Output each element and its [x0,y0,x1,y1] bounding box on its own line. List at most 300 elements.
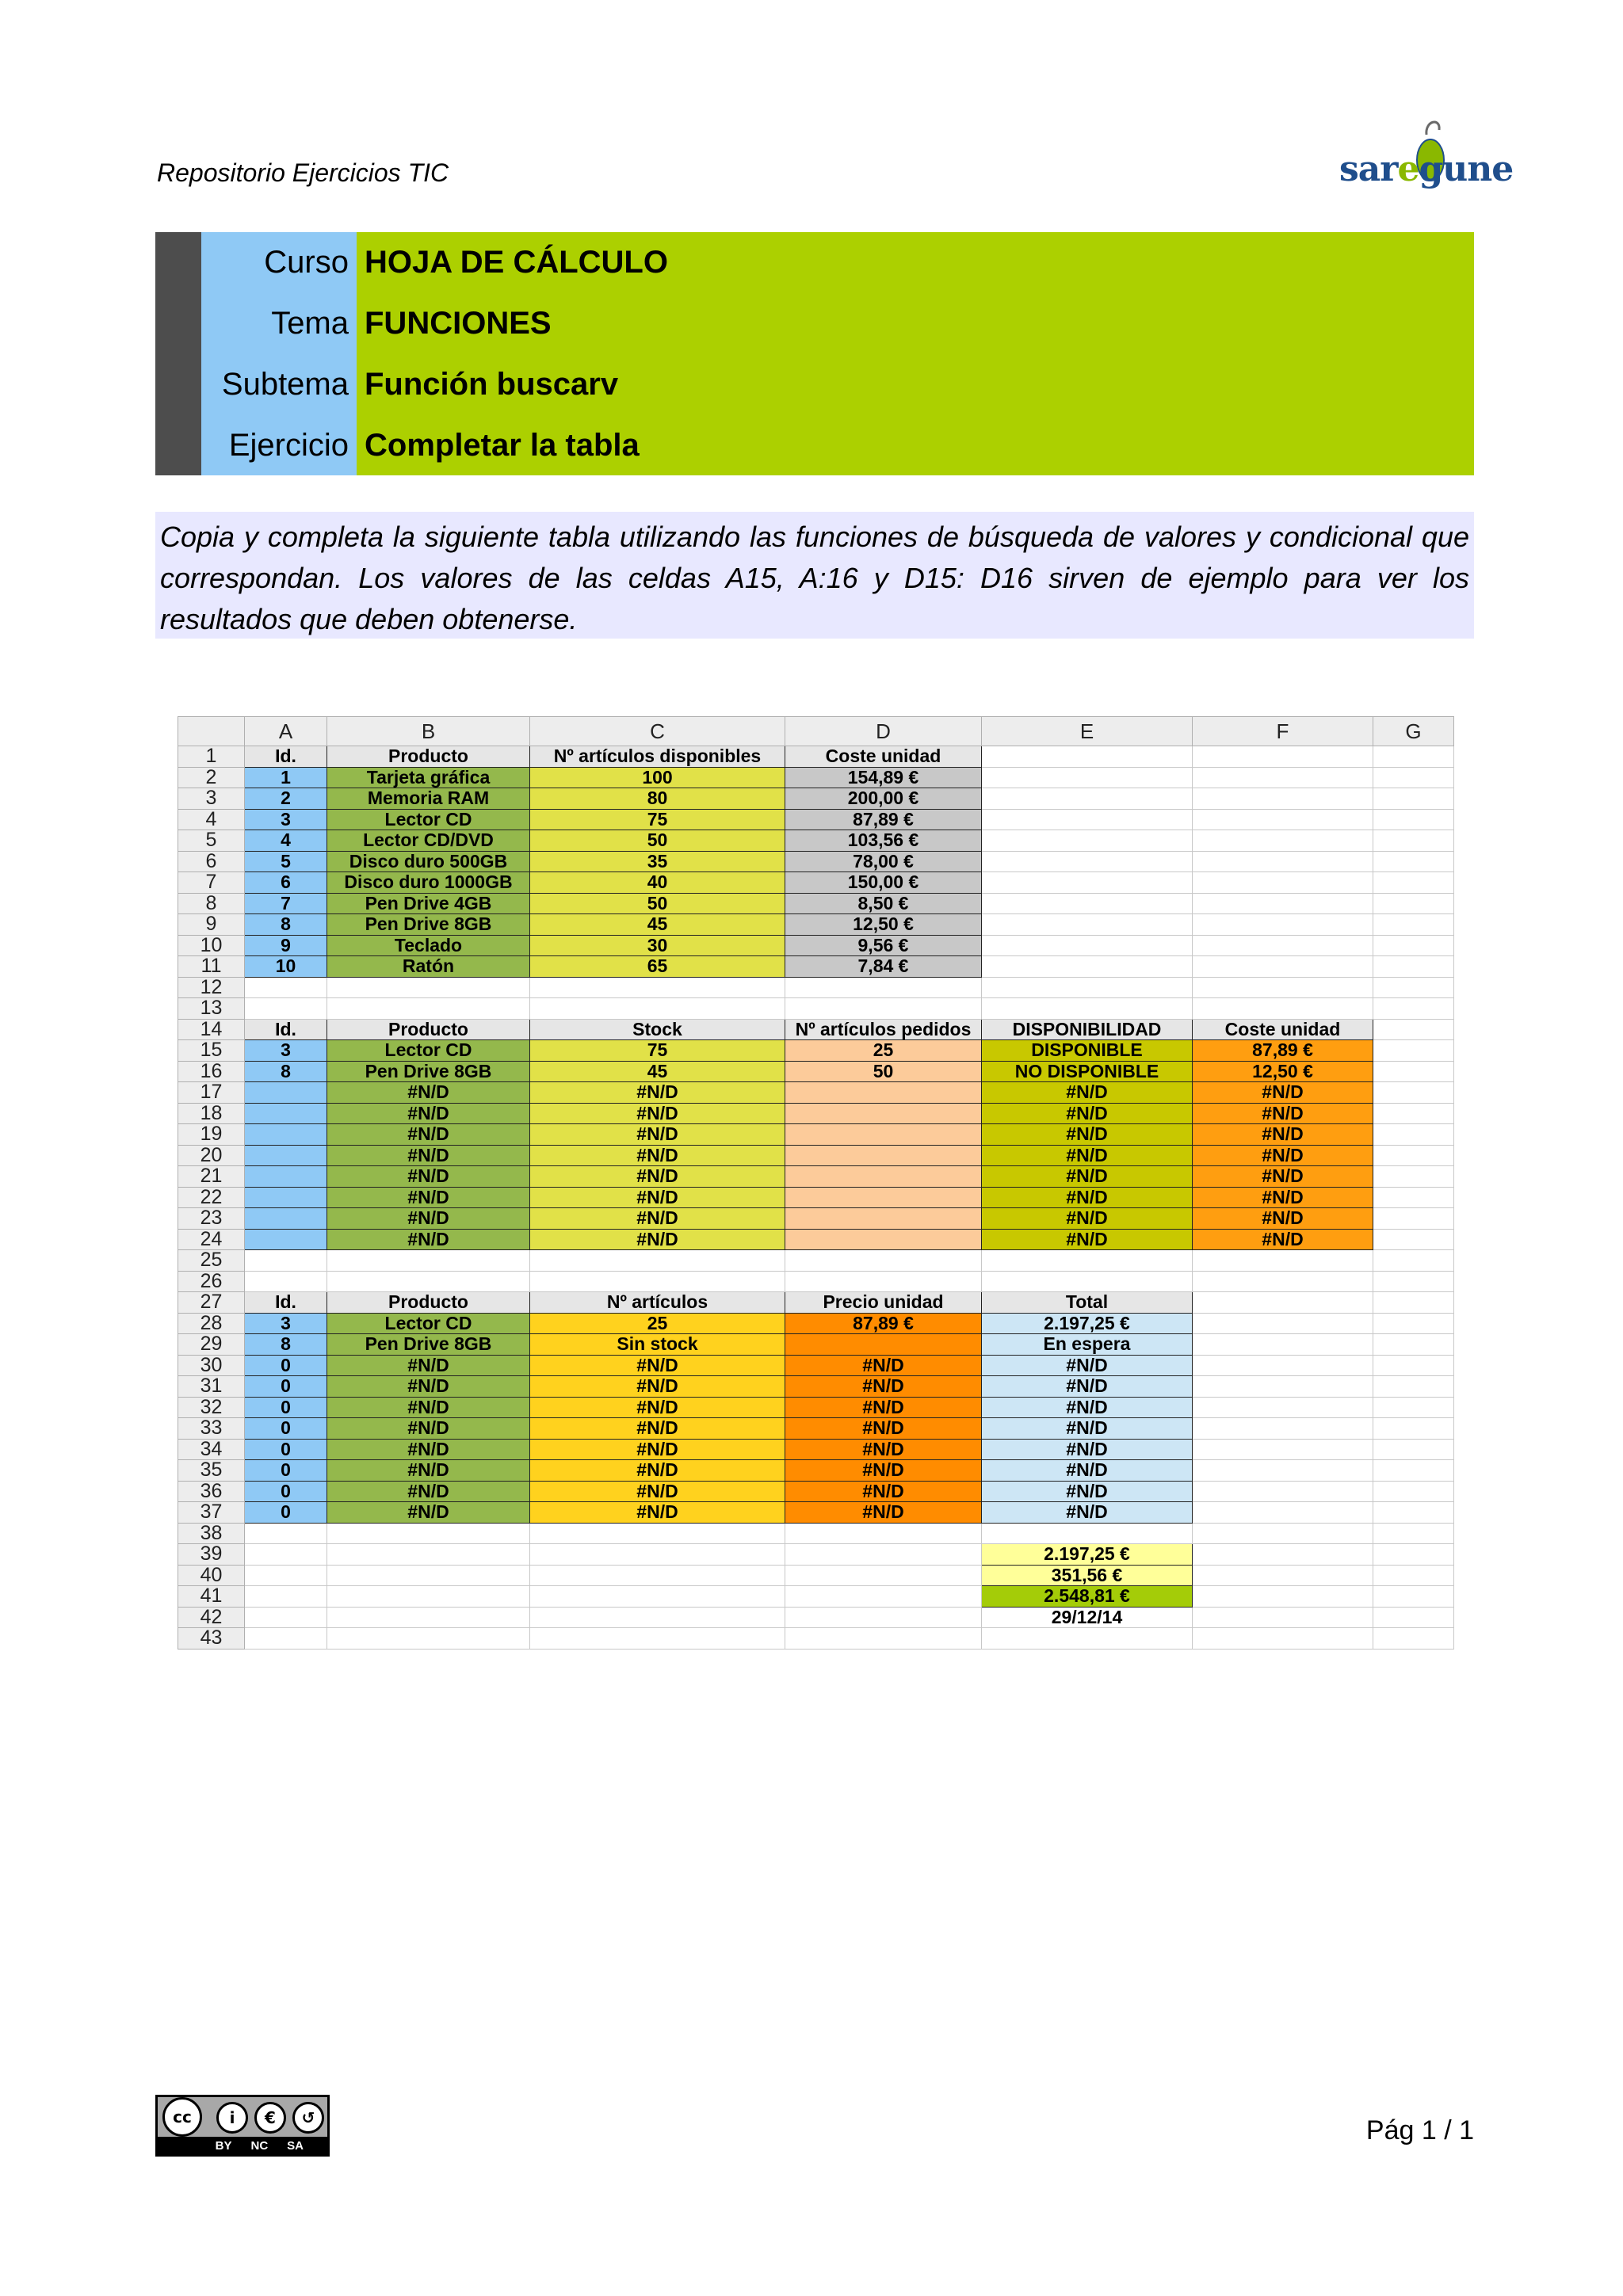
sheet-row [178,998,1454,1020]
sheet-cell: 4 [245,830,327,852]
sheet-cell: #N/D [982,1439,1193,1460]
sheet-cell: Stock [530,1019,785,1040]
row-number: 31 [178,1376,245,1398]
row-number: 28 [178,1313,245,1334]
sheet-cell [785,998,982,1020]
sheet-cell: Pen Drive 8GB [327,1061,530,1082]
sheet-row [178,830,1454,852]
sheet-cell [1193,1460,1373,1482]
sheet-cell: Id. [245,1292,327,1314]
sheet-row [178,872,1454,894]
sheet-cell: 87,89 € [785,1313,982,1334]
sheet-cell: DISPONIBLE [982,1040,1193,1062]
header-label: Curso [264,244,349,280]
row-number: 15 [178,1040,245,1062]
sheet-cell: #N/D [530,1187,785,1208]
sheet-cell [327,1544,530,1566]
sheet-cell [982,1628,1193,1650]
sheet-cell: #N/D [327,1376,530,1398]
sheet-cell: Nº artículos disponibles [530,746,785,768]
row-number: 22 [178,1187,245,1208]
row-number: 25 [178,1250,245,1272]
sheet-cell: 25 [530,1313,785,1334]
row-number: 37 [178,1502,245,1524]
sheet-cell: Id. [245,1019,327,1040]
sheet-cell: #N/D [982,1376,1193,1398]
sheet-cell: 8 [245,1061,327,1082]
sheet-row [178,1355,1454,1376]
sheet-cell [785,1103,982,1124]
row-number: 21 [178,1166,245,1188]
column-header: E [982,717,1193,746]
header-label: Subtema [221,366,349,402]
sheet-row [178,1145,1454,1166]
sheet-cell: Nº artículos pedidos [785,1019,982,1040]
sheet-cell: #N/D [982,1481,1193,1502]
row-number: 30 [178,1355,245,1376]
sheet-cell [530,1565,785,1586]
sheet-cell: #N/D [1193,1166,1373,1188]
row-number: 42 [178,1607,245,1628]
sheet-cell: Lector CD/DVD [327,830,530,852]
sheet-cell: #N/D [530,1460,785,1482]
sheet-cell: 0 [245,1439,327,1460]
sheet-cell [1193,830,1373,852]
sheet-cell [1373,1250,1454,1272]
sheet-cell: Producto [327,746,530,768]
sheet-row [178,1082,1454,1104]
sheet-cell: #N/D [530,1418,785,1440]
column-header: F [1193,717,1373,746]
row-number: 19 [178,1124,245,1146]
sheet-cell: #N/D [327,1502,530,1524]
sheet-cell: 351,56 € [982,1565,1193,1586]
sheet-cell [327,1586,530,1608]
sheet-row [178,1103,1454,1124]
sheet-cell [982,1250,1193,1272]
sheet-cell [530,1523,785,1544]
sheet-cell: #N/D [982,1418,1193,1440]
sheet-cell: #N/D [785,1502,982,1524]
sheet-cell [327,1628,530,1650]
sheet-cell [1373,1586,1454,1608]
sheet-row [178,935,1454,956]
sheet-cell: #N/D [982,1145,1193,1166]
sheet-cell [982,914,1193,936]
sheet-row [178,767,1454,788]
sheet-cell [1193,1502,1373,1524]
sheet-cell: #N/D [785,1418,982,1440]
sheet-cell: #N/D [982,1502,1193,1524]
sheet-cell: #N/D [327,1229,530,1250]
sheet-cell [1193,1355,1373,1376]
sheet-cell [245,977,327,998]
sheet-cell [530,1586,785,1608]
sheet-cell: #N/D [982,1082,1193,1104]
sheet-cell: 50 [530,830,785,852]
sheet-cell: Sin stock [530,1334,785,1356]
sheet-row [178,1208,1454,1230]
cc-license-badge [155,2095,330,2157]
sheet-cell: Tarjeta gráfica [327,767,530,788]
sheet-cell: 154,89 € [785,767,982,788]
sheet-cell [1193,1250,1373,1272]
sheet-cell: 35 [530,851,785,872]
column-header: D [785,717,982,746]
sheet-row [178,788,1454,810]
sheet-cell [1373,1187,1454,1208]
sheet-cell: #N/D [982,1187,1193,1208]
header-row-subtema [201,354,1474,414]
sheet-cell [1373,830,1454,852]
row-number: 1 [178,746,245,768]
sheet-cell [1373,1208,1454,1230]
sheet-cell: 65 [530,956,785,978]
sheet-cell [1193,914,1373,936]
sheet-cell: #N/D [982,1355,1193,1376]
sheet-cell [1373,1565,1454,1586]
sheet-cell: #N/D [785,1355,982,1376]
sheet-row [178,1061,1454,1082]
sheet-cell: Producto [327,1019,530,1040]
sheet-cell [982,746,1193,768]
sheet-cell [1193,746,1373,768]
sheet-cell: 45 [530,914,785,936]
sheet-cell: 1 [245,767,327,788]
sheet-cell: #N/D [785,1376,982,1398]
sheet-cell: 75 [530,809,785,830]
row-number: 17 [178,1082,245,1104]
sheet-cell [982,956,1193,978]
sheet-cell [245,1124,327,1146]
sheet-cell: 0 [245,1376,327,1398]
sheet-cell [1373,788,1454,810]
sheet-cell: #N/D [327,1397,530,1418]
sheet-cell: #N/D [785,1481,982,1502]
sheet-cell [245,1208,327,1230]
sheet-cell [785,1082,982,1104]
sheet-cell [245,1187,327,1208]
license-by: BY [215,2139,232,2153]
sheet-cell: 9 [245,935,327,956]
sheet-row [178,1313,1454,1334]
sheet-cell: 87,89 € [1193,1040,1373,1062]
sheet-row [178,1586,1454,1608]
sheet-corner [178,717,245,746]
sheet-cell [1373,956,1454,978]
sheet-cell: #N/D [327,1103,530,1124]
sheet-cell: 40 [530,872,785,894]
sheet-cell [785,977,982,998]
row-number: 43 [178,1628,245,1650]
sheet-cell [530,977,785,998]
sheet-cell: Teclado [327,935,530,956]
sheet-cell [1193,809,1373,830]
sheet-cell: #N/D [982,1397,1193,1418]
header-label: Tema [271,305,349,341]
sheet-row [178,1187,1454,1208]
sheet-cell [1193,1481,1373,1502]
sheet-cell: Pen Drive 4GB [327,893,530,914]
sheet-cell [1373,1397,1454,1418]
row-number: 41 [178,1586,245,1608]
sheet-row [178,1250,1454,1272]
sheet-cell [982,977,1193,998]
sheet-cell: Disco duro 500GB [327,851,530,872]
sheet-cell [1193,1439,1373,1460]
sheet-cell: #N/D [1193,1187,1373,1208]
sheet-cell: #N/D [530,1502,785,1524]
sheet-cell: #N/D [530,1124,785,1146]
sheet-cell: #N/D [530,1439,785,1460]
sheet-cell: #N/D [530,1376,785,1398]
sheet-cell [982,935,1193,956]
sheet-row [178,1565,1454,1586]
sheet-row [178,1397,1454,1418]
row-number: 12 [178,977,245,998]
sheet-cell [982,767,1193,788]
sheet-cell: 45 [530,1061,785,1082]
sheet-cell [785,1523,982,1544]
sheet-cell: 8,50 € [785,893,982,914]
header-value: FUNCIONES [365,305,552,341]
row-number: 27 [178,1292,245,1314]
sheet-cell [1193,1313,1373,1334]
sheet-row [178,1418,1454,1440]
row-number: 20 [178,1145,245,1166]
sheet-cell: Id. [245,746,327,768]
sheet-cell [1373,1166,1454,1188]
row-number: 10 [178,935,245,956]
sheet-cell: En espera [982,1334,1193,1356]
row-number: 35 [178,1460,245,1482]
sheet-cell [1373,1439,1454,1460]
sheet-cell [1193,998,1373,1020]
sheet-cell [1373,746,1454,768]
column-header: B [327,717,530,746]
sheet-cell: 3 [245,809,327,830]
sheet-cell [982,998,1193,1020]
row-number: 9 [178,914,245,936]
sheet-cell: #N/D [785,1397,982,1418]
sheet-cell: 103,56 € [785,830,982,852]
sheet-cell: #N/D [1193,1208,1373,1230]
sheet-cell [785,1271,982,1292]
sheet-cell: 9,56 € [785,935,982,956]
sheet-cell [1373,1019,1454,1040]
row-number: 16 [178,1061,245,1082]
page-number: Pág 1 / 1 [1365,2115,1474,2145]
sheet-cell [785,1565,982,1586]
row-number: 8 [178,893,245,914]
row-number: 33 [178,1418,245,1440]
sheet-row [178,1271,1454,1292]
sheet-cell: Coste unidad [785,746,982,768]
sheet-cell [1193,788,1373,810]
sheet-cell [327,1565,530,1586]
sheet-cell: 5 [245,851,327,872]
sheet-cell: Lector CD [327,809,530,830]
sheet-cell [1373,1628,1454,1650]
sheet-cell: #N/D [327,1187,530,1208]
sheet-cell: Lector CD [327,1313,530,1334]
sheet-cell: #N/D [1193,1103,1373,1124]
row-number: 29 [178,1334,245,1356]
license-icons [158,2097,327,2137]
sheet-cell: #N/D [982,1229,1193,1250]
sheet-cell: #N/D [1193,1229,1373,1250]
sheet-cell [327,1271,530,1292]
row-number: 39 [178,1544,245,1566]
sheet-cell [785,1208,982,1230]
sheet-row [178,914,1454,936]
sheet-cell: 50 [530,893,785,914]
sheet-cell: 30 [530,935,785,956]
sheet-row [178,1292,1454,1314]
sheet-cell [785,1229,982,1250]
sheet-row [178,1460,1454,1482]
sheet-cell: 87,89 € [785,809,982,830]
column-header-row [178,717,1454,746]
row-number: 36 [178,1481,245,1502]
sheet-row [178,1376,1454,1398]
header-label: Ejercicio [228,427,349,463]
sheet-cell [785,1544,982,1566]
sheet-cell: #N/D [530,1397,785,1418]
sheet-cell: 80 [530,788,785,810]
sheet-cell: Precio unidad [785,1292,982,1314]
sheet-cell [1373,1502,1454,1524]
sa-icon: ↺ [292,2102,324,2134]
header-row-ejercicio [201,415,1474,475]
column-header: G [1373,717,1454,746]
sheet-cell: 75 [530,1040,785,1062]
sheet-cell: 2.197,25 € [982,1313,1193,1334]
sheet-row [178,1523,1454,1544]
sheet-cell [785,1166,982,1188]
sheet-cell: 7,84 € [785,956,982,978]
sheet-cell [245,1607,327,1628]
sheet-cell [982,830,1193,852]
header-row-curso [201,232,1474,292]
sheet-cell: 150,00 € [785,872,982,894]
sheet-cell: 0 [245,1502,327,1524]
sheet-cell [245,1565,327,1586]
sheet-cell [785,1250,982,1272]
row-number: 3 [178,788,245,810]
sheet-row [178,1124,1454,1146]
sheet-cell [245,1586,327,1608]
sheet-cell [1373,872,1454,894]
sheet-row [178,809,1454,830]
sheet-cell: 10 [245,956,327,978]
sheet-cell: 12,50 € [1193,1061,1373,1082]
sheet-cell [245,1523,327,1544]
sheet-cell [982,1523,1193,1544]
sheet-cell [982,1271,1193,1292]
sheet-cell [1373,977,1454,998]
sheet-cell [1373,1271,1454,1292]
spreadsheet-image [178,716,1454,1650]
sheet-cell: #N/D [327,1439,530,1460]
header-value: HOJA DE CÁLCULO [365,244,668,280]
sheet-row [178,746,1454,768]
sheet-cell [785,1334,982,1356]
sheet-cell [530,1628,785,1650]
sheet-cell [982,872,1193,894]
sheet-cell [1373,893,1454,914]
sheet-cell: Nº artículos [530,1292,785,1314]
sheet-cell [1193,935,1373,956]
sheet-cell: 29/12/14 [982,1607,1193,1628]
sheet-cell: Ratón [327,956,530,978]
header-value: Completar la tabla [365,427,640,463]
sheet-cell [245,1628,327,1650]
sheet-cell [1373,1418,1454,1440]
header-value: Función buscarv [365,366,619,402]
instructions-text: Copia y completa la siguiente tabla utilizando las funciones de búsqueda de valores y condicional que correspondan. Los valores de las celdas A15, A:16 y D15: D16 sirven de ejemplo para ver los resultados que deben obtenerse. [155,512,1474,639]
sheet-cell [1193,1544,1373,1566]
sheet-cell [1193,893,1373,914]
sheet-cell [1373,935,1454,956]
sheet-cell [1373,1040,1454,1062]
sheet-cell [530,998,785,1020]
sheet-cell [1373,998,1454,1020]
sheet-cell: #N/D [982,1166,1193,1188]
sheet-cell [785,1187,982,1208]
sheet-cell [327,977,530,998]
sheet-row [178,1481,1454,1502]
sheet-cell: Lector CD [327,1040,530,1062]
sheet-cell: #N/D [327,1124,530,1146]
row-number: 24 [178,1229,245,1250]
sheet-cell [1373,1355,1454,1376]
sheet-cell: 8 [245,914,327,936]
sheet-cell [1373,1292,1454,1314]
sheet-cell [1373,1103,1454,1124]
sheet-cell: 2 [245,788,327,810]
sheet-cell [1373,914,1454,936]
row-number: 13 [178,998,245,1020]
sheet-cell: #N/D [327,1208,530,1230]
sheet-cell [245,1544,327,1566]
sheet-cell: #N/D [1193,1145,1373,1166]
row-number: 32 [178,1397,245,1418]
sheet-cell: 2.548,81 € [982,1586,1193,1608]
sheet-cell: Pen Drive 8GB [327,1334,530,1356]
sheet-cell: Coste unidad [1193,1019,1373,1040]
sheet-cell: 50 [785,1061,982,1082]
sheet-cell: #N/D [1193,1082,1373,1104]
sheet-cell [1193,851,1373,872]
sheet-cell: #N/D [327,1166,530,1188]
sheet-cell [245,1166,327,1188]
sheet-cell [245,1250,327,1272]
sheet-row [178,956,1454,978]
header-row-tema [201,293,1474,353]
course-header [155,232,1474,475]
sheet-cell [1373,851,1454,872]
sheet-cell: Pen Drive 8GB [327,914,530,936]
by-icon: i [216,2102,248,2134]
sheet-cell [785,1628,982,1650]
sheet-cell [1373,1607,1454,1628]
sheet-row [178,1166,1454,1188]
sheet-row [178,977,1454,998]
sheet-cell: 0 [245,1481,327,1502]
sheet-cell [785,1124,982,1146]
sheet-cell [1193,1376,1373,1398]
